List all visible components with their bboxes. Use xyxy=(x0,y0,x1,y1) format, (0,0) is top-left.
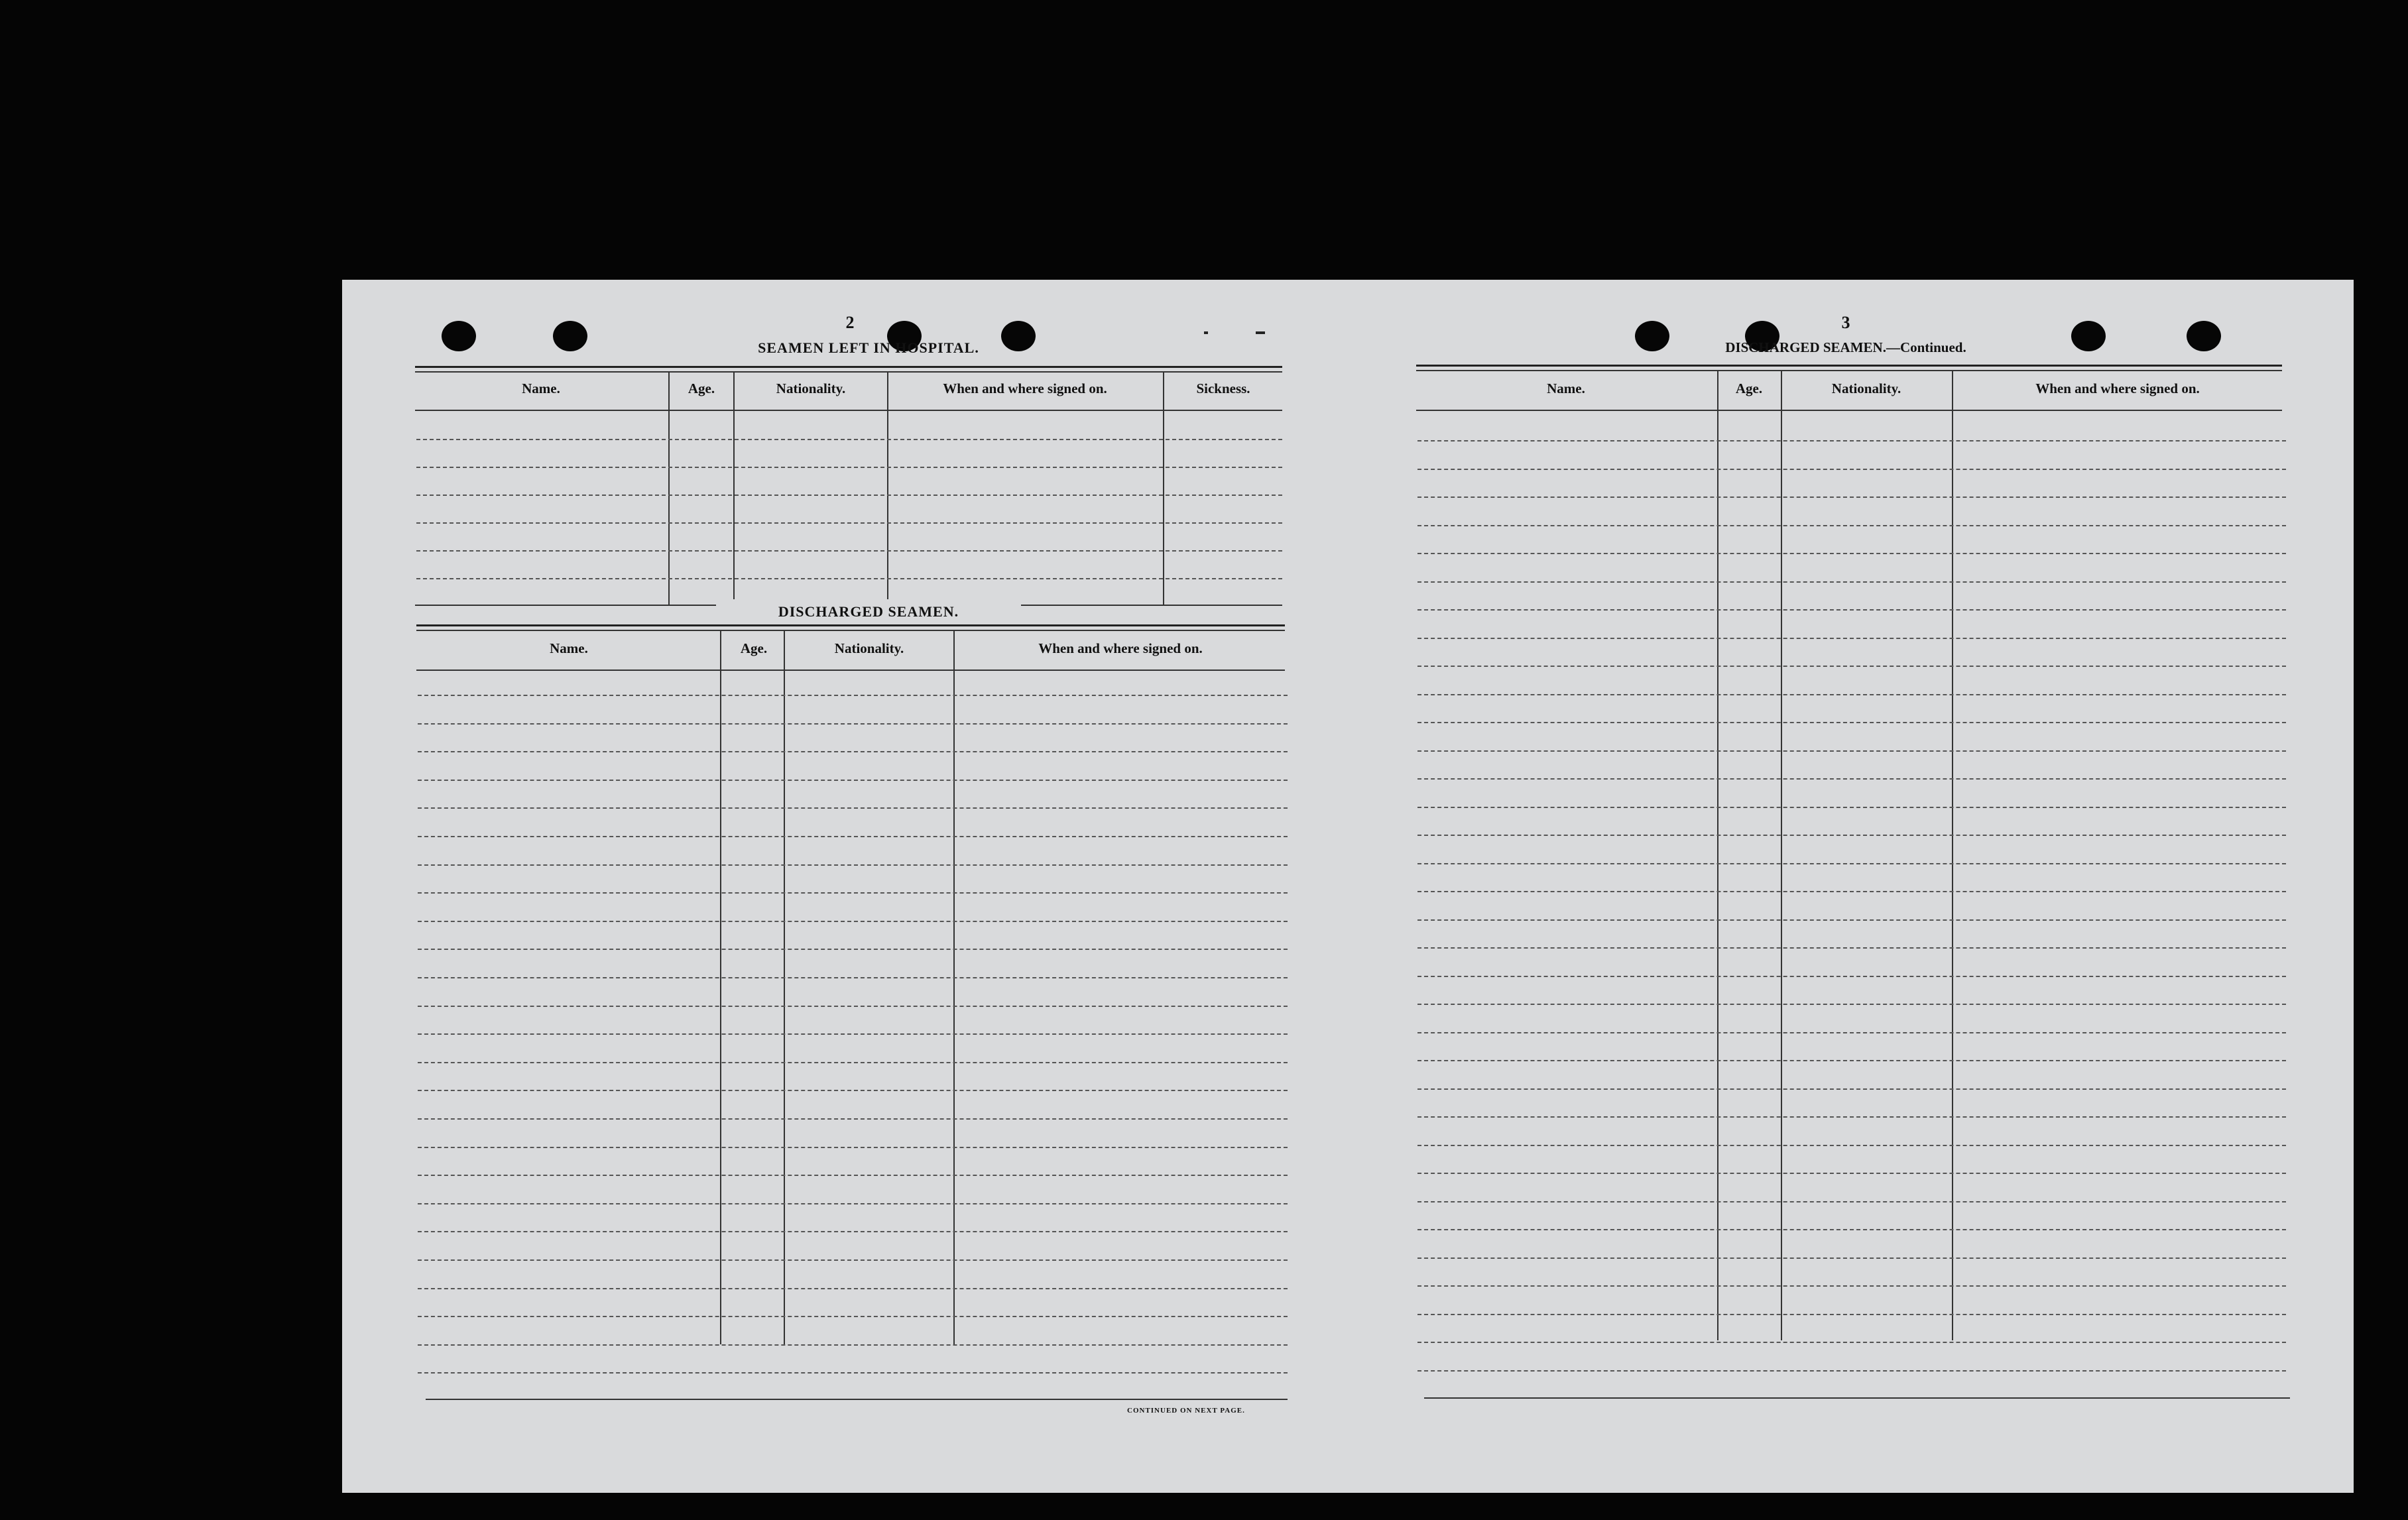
top-rule xyxy=(1416,365,2282,367)
blank-row-line xyxy=(1417,1088,2286,1090)
blank-row-line xyxy=(418,1288,1288,1289)
blank-row-line xyxy=(418,1344,1288,1346)
blank-row-line xyxy=(418,1062,1288,1063)
blank-row-line xyxy=(416,495,1282,496)
blank-row-line xyxy=(1417,1342,2286,1343)
col-nationality-header: Nationality. xyxy=(776,380,846,396)
blank-row-line xyxy=(1417,609,2286,611)
col-age-header: Age. xyxy=(1735,380,1763,396)
blank-row-line xyxy=(1417,947,2286,949)
blank-row-line xyxy=(418,780,1288,781)
bottom-rule xyxy=(426,1399,1288,1400)
column-divider xyxy=(953,631,955,1344)
blank-row-line xyxy=(418,1316,1288,1317)
header-underline xyxy=(1416,410,2282,411)
page-number: 3 xyxy=(1841,313,1850,332)
blank-row-line xyxy=(1417,1060,2286,1061)
blank-row-line xyxy=(1417,1173,2286,1174)
right-page xyxy=(1355,280,2354,1493)
column-divider xyxy=(1952,371,1953,1340)
blank-row-line xyxy=(1417,976,2286,977)
top-rule xyxy=(415,366,1282,368)
col-sickness-header: Sickness. xyxy=(1196,380,1250,396)
column-divider xyxy=(1163,373,1164,605)
blank-row-line xyxy=(418,1090,1288,1091)
blank-row-line xyxy=(1417,1145,2286,1146)
blank-row-line xyxy=(416,578,1282,579)
col-signed-on-header: When and where signed on. xyxy=(2035,380,2200,396)
top-rule-thin xyxy=(415,371,1282,373)
col-signed-on-header: When and where signed on. xyxy=(1038,640,1203,656)
blank-row-line xyxy=(1417,581,2286,583)
blank-row-line xyxy=(418,1259,1288,1261)
blank-row-line xyxy=(418,751,1288,752)
blank-row-line xyxy=(1417,750,2286,752)
left-page xyxy=(342,280,1355,1493)
blank-row-line xyxy=(418,1006,1288,1007)
column-divider xyxy=(720,631,721,1344)
blank-row-line xyxy=(1417,722,2286,723)
blank-row-line xyxy=(1417,525,2286,526)
blank-row-line xyxy=(416,439,1282,440)
blank-row-line xyxy=(418,836,1288,837)
blank-row-line xyxy=(418,807,1288,809)
col-signed-on-header: When and where signed on. xyxy=(943,380,1107,396)
blank-row-line xyxy=(418,1147,1288,1148)
blank-row-line xyxy=(418,1372,1288,1374)
column-divider xyxy=(733,373,735,605)
blank-row-line xyxy=(418,977,1288,978)
blank-row-line xyxy=(418,1175,1288,1176)
section-rule-thin xyxy=(416,630,1285,631)
binder-hole xyxy=(2071,321,2106,351)
ink-mark xyxy=(1256,331,1265,334)
blank-row-line xyxy=(416,522,1282,524)
blank-row-line xyxy=(1417,863,2286,864)
blank-row-line xyxy=(1417,666,2286,667)
binder-hole xyxy=(2187,321,2221,351)
binder-hole xyxy=(553,321,587,351)
column-divider xyxy=(668,373,670,605)
col-age-header: Age. xyxy=(740,640,768,656)
blank-row-line xyxy=(1417,835,2286,836)
binder-hole xyxy=(1635,321,1669,351)
discharged-section-title: DISCHARGED SEAMEN. xyxy=(716,599,1021,624)
page-number: 2 xyxy=(845,313,855,332)
continued-note: CONTINUED ON NEXT PAGE. xyxy=(1127,1407,1245,1415)
blank-row-line xyxy=(416,467,1282,468)
bottom-rule xyxy=(1424,1397,2290,1399)
blank-row-line xyxy=(1417,807,2286,808)
blank-row-line xyxy=(1417,1257,2286,1259)
blank-row-line xyxy=(418,1118,1288,1120)
header-underline xyxy=(415,410,1282,411)
blank-row-line xyxy=(1417,778,2286,780)
blank-row-line xyxy=(1417,1229,2286,1230)
blank-row-line xyxy=(1417,919,2286,921)
hospital-section-title: SEAMEN LEFT IN HOSPITAL. xyxy=(758,339,979,356)
col-name-header: Name. xyxy=(1547,380,1585,396)
blank-row-line xyxy=(1417,1032,2286,1033)
blank-row-line xyxy=(418,1203,1288,1204)
col-nationality-header: Nationality. xyxy=(834,640,904,656)
blank-row-line xyxy=(418,864,1288,866)
section-rule xyxy=(416,624,1285,626)
col-name-header: Name. xyxy=(522,380,560,396)
blank-row-line xyxy=(418,723,1288,725)
binder-hole xyxy=(442,321,476,351)
blank-row-line xyxy=(418,892,1288,894)
blank-row-line xyxy=(1417,1285,2286,1287)
blank-row-line xyxy=(1417,1116,2286,1118)
header-underline xyxy=(416,670,1285,671)
column-divider xyxy=(887,373,888,605)
blank-row-line xyxy=(418,1033,1288,1035)
column-divider xyxy=(1781,371,1782,1340)
ink-mark xyxy=(1204,331,1208,334)
blank-row-line xyxy=(416,550,1282,552)
blank-row-line xyxy=(1417,553,2286,554)
blank-row-line xyxy=(1417,891,2286,892)
blank-row-line xyxy=(418,921,1288,922)
column-divider xyxy=(1717,371,1718,1340)
binder-hole xyxy=(1001,321,1036,351)
blank-row-line xyxy=(1417,1201,2286,1202)
blank-row-line xyxy=(1417,1314,2286,1315)
col-age-header: Age. xyxy=(688,380,715,396)
col-nationality-header: Nationality. xyxy=(1831,380,1901,396)
blank-row-line xyxy=(1417,1370,2286,1372)
blank-row-line xyxy=(1417,694,2286,695)
column-divider xyxy=(784,631,785,1344)
blank-row-line xyxy=(1417,1004,2286,1005)
page-title: DISCHARGED SEAMEN.—Continued. xyxy=(1725,339,1966,355)
blank-row-line xyxy=(1417,497,2286,498)
blank-row-line xyxy=(418,949,1288,950)
top-rule-thin xyxy=(1416,370,2282,371)
col-name-header: Name. xyxy=(550,640,588,656)
blank-row-line xyxy=(1417,638,2286,639)
blank-row-line xyxy=(418,695,1288,696)
blank-row-line xyxy=(1417,440,2286,441)
blank-row-line xyxy=(1417,469,2286,470)
blank-row-line xyxy=(418,1231,1288,1232)
